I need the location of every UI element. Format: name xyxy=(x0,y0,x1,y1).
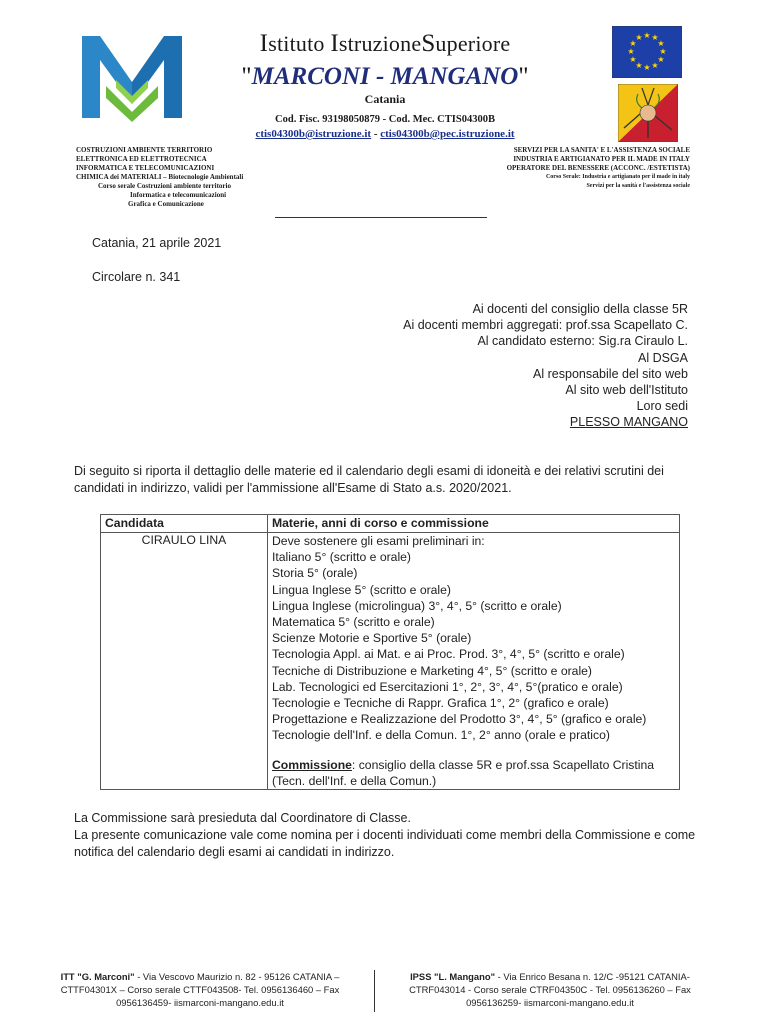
pec-email-link[interactable]: ctis04300b@pec.istruzione.it xyxy=(380,128,515,140)
commission-label: Commissione xyxy=(272,757,352,772)
letter-date: Catania, 21 aprile 2021 xyxy=(92,236,222,250)
subject-line: Tecnologie dell'Inf. e della Comun. 1°, 2° anno (orale e pratico) xyxy=(272,728,610,743)
svg-text:★: ★ xyxy=(629,55,637,64)
recipient: Al sito web dell'Istituto xyxy=(565,383,688,398)
subject-line: Progettazione e Realizzazione del Prodotto 3°, 4°, 5° (grafico e orale) xyxy=(272,712,647,727)
footer-ipss xyxy=(385,970,715,1009)
course-item: Servizi per la sanità e l'assistenza sociale xyxy=(586,183,690,189)
course-item: OPERATORE DEL BENESSERE (ACCONC. /ESTETISTA) xyxy=(506,164,690,172)
table-header-row xyxy=(101,515,680,533)
svg-text:★: ★ xyxy=(651,33,659,42)
subject-line: Storia 5° (orale) xyxy=(272,566,358,581)
institute-emails: ctis04300b@istruzione.it - ctis04300b@pec.istruzione.it xyxy=(255,128,515,140)
exam-table xyxy=(100,514,680,790)
institute-title: Istituto IstruzioneSuperiore xyxy=(259,30,511,57)
intro-paragraph: Di seguito si riporta il dettaglio delle materie ed il calendario degli esami di idoneità e dei relativi scrutini dei candidati in indirizzo, validi per l'ammissione all'Esame di Stato a.s. 2020/2021. xyxy=(74,464,664,495)
course-item: Grafica e Comunicazione xyxy=(128,200,204,208)
institute-name: "MARCONI - MANGANO" xyxy=(241,63,529,90)
subject-line: Lingua Inglese (microlingua) 3°, 4°, 5° (scritto e orale) xyxy=(272,598,562,613)
column-header-subjects: Materie, anni di corso e commissione xyxy=(268,515,680,533)
course-item: Corso Serale: Industria e artigianato per il made in italy xyxy=(545,174,690,180)
svg-text:★: ★ xyxy=(657,55,665,64)
commission-text: : consiglio della classe 5R e prof.ssa Scapellato Cristina xyxy=(351,757,655,772)
footer-ipss-name: IPSS "L. Mangano" xyxy=(410,971,496,982)
recipient: Loro sedi xyxy=(636,399,688,414)
institute-city: Catania xyxy=(364,92,406,106)
email-link[interactable]: ctis04300b@istruzione.it xyxy=(255,128,372,140)
right-courses-list xyxy=(470,146,690,191)
closing-line: La presente comunicazione vale come nomina per i docenti individuati come membri della Commissione e come notifica del calendario degli esami ai candidati in indirizzo. xyxy=(74,828,696,859)
svg-text:★: ★ xyxy=(657,39,665,48)
header-divider xyxy=(275,217,487,218)
left-courses-list xyxy=(76,146,276,209)
svg-text:★: ★ xyxy=(627,47,635,56)
recipient: Al DSGA xyxy=(637,350,688,365)
subject-line: Lingua Inglese 5° (scritto e orale) xyxy=(272,582,451,597)
svg-text:★: ★ xyxy=(643,31,651,40)
closing-line: La Commissione sarà presieduta dal Coordinatore di Classe. xyxy=(74,811,411,825)
subject-line: Tecnologie e Tecniche di Rappr. Grafica 1°, 2° (grafico e orale) xyxy=(272,696,609,711)
recipient: Al responsabile del sito web xyxy=(533,366,688,381)
svg-text:★: ★ xyxy=(629,39,637,48)
recipient-plesso: PLESSO MANGANO xyxy=(569,415,688,430)
course-item: INFORMATICA E TELECOMUNICAZIONI xyxy=(76,164,215,172)
svg-text:★: ★ xyxy=(651,61,659,70)
svg-text:★: ★ xyxy=(635,61,643,70)
course-item: ELETTRONICA ED ELETTROTECNICA xyxy=(76,155,207,163)
course-item: Corso serale Costruzioni ambiente territorio xyxy=(98,182,231,190)
course-item: COSTRUZIONI AMBIENTE TERRITORIO xyxy=(76,146,213,154)
subject-line: Italiano 5° (scritto e orale) xyxy=(272,550,411,565)
subject-line: Deve sostenere gli esami preliminari in: xyxy=(272,534,485,548)
svg-text:★: ★ xyxy=(659,47,667,56)
subject-line: Matematica 5° (scritto e orale) xyxy=(272,615,435,630)
subject-line: Tecnologia Appl. ai Mat. e ai Proc. Prod. 3°, 4°, 5° (scritto e orale) xyxy=(272,647,625,662)
subject-line: Tecniche di Distribuzione e Marketing 4°, 5° (scritto e orale) xyxy=(272,663,592,678)
course-item: Informatica e telecomunicazioni xyxy=(130,191,227,199)
footer-ipss-address: - Via Enrico Besana n. 12/C -95121 CATANIA-CTRF043014 - Corso serale CTRF04350C - Tel. 0956136260 – Fax 0956136259- iismarconi-mangano.edu.it xyxy=(409,971,691,1008)
course-item: SERVIZI PER LA SANITA' E L'ASSISTENZA SOCIALE xyxy=(513,146,690,154)
recipients-block xyxy=(403,301,688,431)
recipient: Ai docenti membri aggregati: prof.ssa Scapellato C. xyxy=(403,318,688,333)
svg-text:★: ★ xyxy=(643,63,651,72)
closing-paragraph xyxy=(74,810,714,861)
candidate-name: CIRAULO LINA xyxy=(101,533,268,790)
institute-codes: Cod. Fisc. 93198050879 - Cod. Mec. CTIS04300B xyxy=(275,114,495,125)
footer-itt-address: - Via Vescovo Maurizio n. 82 - 95126 CATANIA – CTTF04301X – Corso serale CTTF043508- Tel. 0956136460 – Fax 0956136459- iismarconi-mangano.edu.it xyxy=(60,971,340,1008)
svg-text:★: ★ xyxy=(635,33,643,42)
subject-line: Lab. Tecnologici ed Esercitazioni 1°, 2°, 3°, 4°, 5°(pratico e orale) xyxy=(272,679,623,694)
subjects-cell xyxy=(268,533,680,790)
column-header-candidate: Candidata xyxy=(101,515,268,533)
commission-line-2: (Tecn. dell'Inf. e della Comun.) xyxy=(272,773,437,788)
recipient: Ai docenti del consiglio della classe 5R xyxy=(472,302,688,316)
table-row xyxy=(101,533,680,790)
circular-number: Circolare n. 341 xyxy=(92,270,181,284)
footer-itt xyxy=(40,970,360,1009)
subject-line: Scienze Motorie e Sportive 5° (orale) xyxy=(272,631,472,646)
commission-line xyxy=(272,757,675,773)
recipient: Al candidato esterno: Sig.ra Ciraulo L. xyxy=(477,334,688,349)
course-item: INDUSTRIA E ARTIGIANATO PER IL MADE IN ITALY xyxy=(513,155,690,163)
course-item: CHIMICA dei MATERIALI – Biotecnologie Ambientali xyxy=(76,173,244,181)
footer-itt-name: ITT "G. Marconi" xyxy=(60,971,135,982)
footer-divider xyxy=(374,970,375,1012)
